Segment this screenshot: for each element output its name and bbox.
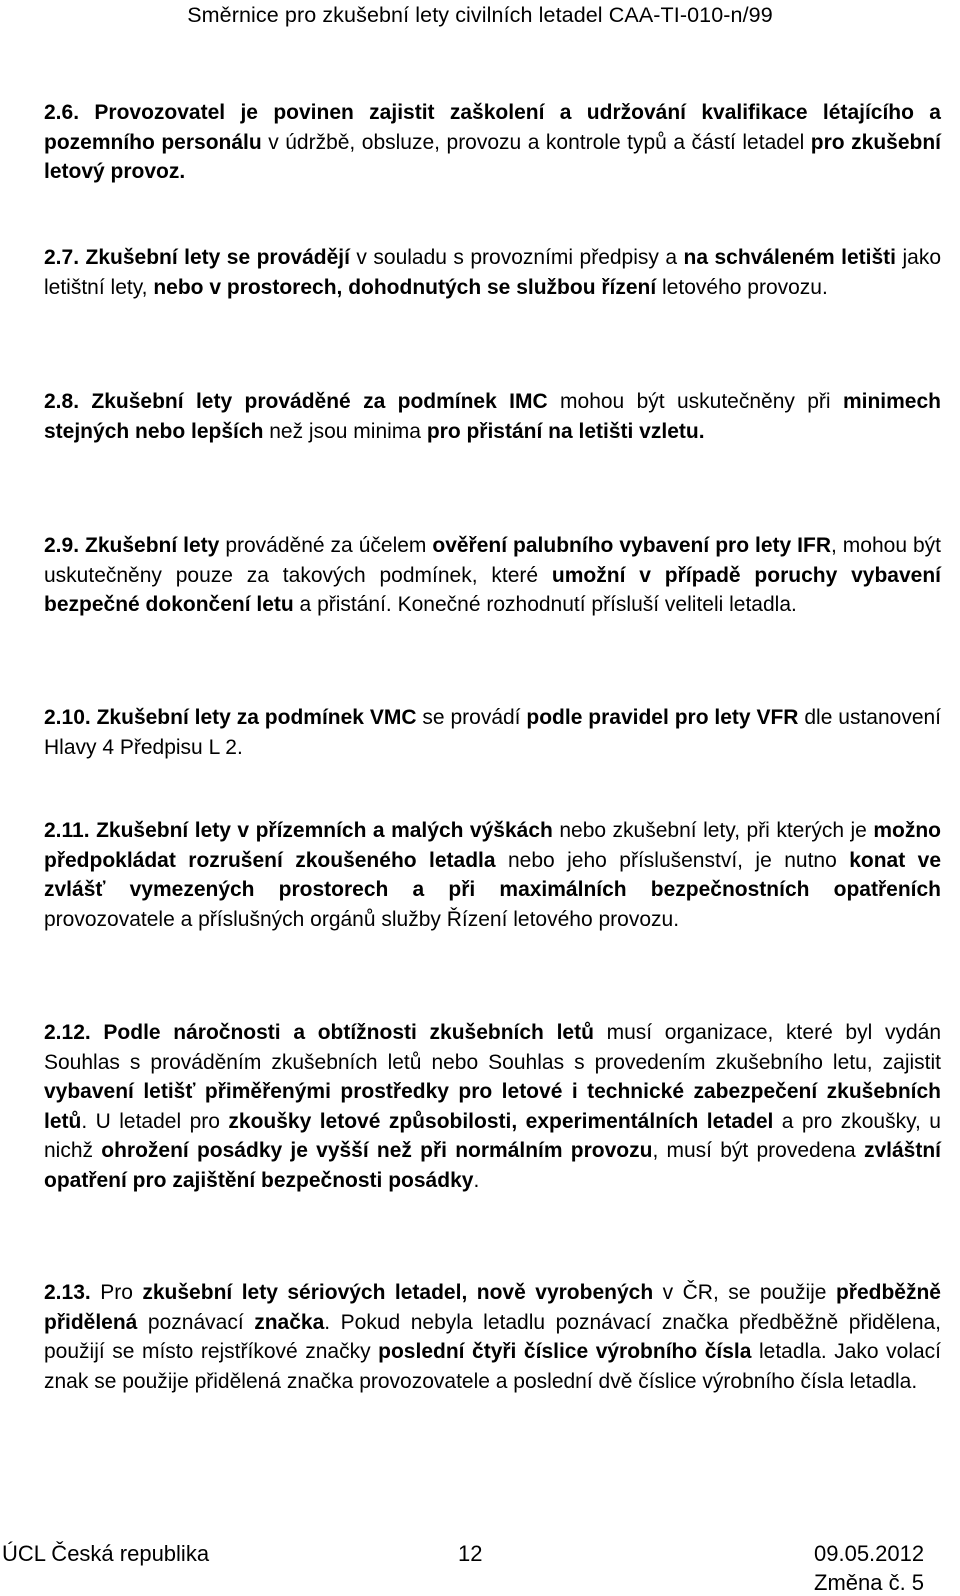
emphasized-text: Zkušební lety (85, 534, 220, 557)
emphasized-text: možno předpokládat rozrušení zkoušeného letadla (44, 819, 941, 872)
body-text: prováděné za účelem (219, 534, 433, 557)
body-text: . (473, 1168, 480, 1192)
emphasized-text: Provozovatel je povinen zajistit zaškolení a udržování kvalifikace létajícího a pozemního personálu (44, 101, 941, 154)
footer-authority: ÚCL Česká republika (2, 1541, 210, 1566)
footer-page-number: 12 (458, 1541, 483, 1566)
emphasized-text: zkoušky letové způsobilosti, experimentálních letadel (228, 1109, 774, 1133)
emphasized-text: pro přistání na letišti vzletu. (426, 419, 705, 443)
emphasized-text: zvláštní opatření pro zajištění bezpečnosti posádky (44, 1139, 941, 1192)
section-number: 2.9. (44, 534, 80, 557)
emphasized-text: podle pravidel pro lety VFR (526, 706, 799, 729)
body-text: a přistání. Konečné rozhodnutí přísluší veliteli letadla. (293, 593, 797, 616)
emphasized-text: nebo v prostorech, dohodnutých se službou řízení (153, 275, 657, 299)
footer-change: Změna č. 5 (814, 1570, 925, 1595)
body-text: dle ustanovení Hlavy 4 Předpisu L 2. (44, 706, 942, 759)
body-text: , mohou být uskutečněny pouze za takových podmínek, které (44, 534, 941, 587)
emphasized-text: Zkušební lety v přízemních a malých výškách (96, 819, 553, 842)
section-number: 2.12. (44, 1021, 91, 1044)
body-text: jako letištní lety, (44, 246, 941, 299)
body-text: poznávací (137, 1310, 255, 1334)
section-2-11 (44, 816, 941, 934)
emphasized-text: Podle náročnosti a obtížnosti zkušebních letů (103, 1021, 594, 1044)
section-2-13 (44, 1278, 941, 1396)
footer-date: 09.05.2012 (814, 1541, 925, 1566)
body-text: mohou být uskutečněny při (547, 390, 843, 413)
section-number: 2.6. (44, 101, 80, 124)
emphasized-text: značka (254, 1310, 325, 1334)
body-text: . U letadel pro (81, 1109, 229, 1133)
emphasized-text: minimech stejných nebo lepších (44, 390, 941, 443)
emphasized-text: konat ve zvlášť vymezených prostorech a při maximálních bezpečnostních opatřeních (44, 848, 942, 901)
body-text: provozovatele a příslušných orgánů služby Řízení letového provozu. (44, 907, 680, 931)
emphasized-text: Zkušební lety se provádějí (85, 246, 350, 269)
body-text: se provádí (416, 706, 527, 729)
emphasized-text: vybavení letišť přiměřenými prostředky pro letové i technické zabezpečení zkušebních letů (44, 1080, 941, 1133)
body-text: . Pokud nebyla letadlu poznávací značka předběžně přidělena, použijí se místo rejstříkové značky (44, 1310, 942, 1363)
section-2-7 (44, 243, 941, 302)
section-2-9 (44, 531, 941, 620)
body-text: Pro (100, 1281, 143, 1304)
emphasized-text: zkušební lety sériových letadel, nově vyrobených (142, 1281, 654, 1304)
emphasized-text: Zkušební lety prováděné za podmínek IMC (91, 390, 548, 413)
body-text: v údržbě, obsluze, provozu a kontrole typů a částí letadel (261, 130, 811, 154)
body-text: , musí být provedena (652, 1139, 864, 1162)
emphasized-text: poslední čtyři číslice výrobního čísla (378, 1340, 752, 1363)
section-2-10 (44, 703, 941, 762)
body-text: musí organizace, které byl vydán Souhlas s prováděním zkušebních letů nebo Souhlas s provedením zkušebního letu, zajistit (44, 1021, 942, 1074)
section-number: 2.8. (44, 390, 80, 413)
section-number: 2.13. (44, 1281, 91, 1304)
section-2-12 (44, 1018, 941, 1195)
emphasized-text: Zkušební lety za podmínek VMC (96, 706, 417, 729)
body-text: než jsou minima (263, 419, 427, 443)
body-text: letadla. Jako volací znak se použije přidělená značka provozovatele a poslední dvě číslice výrobního čísla letadla. (44, 1340, 942, 1393)
emphasized-text: umožní v případě poruchy vybavení bezpečné dokončení letu (44, 563, 941, 616)
section-number: 2.11. (44, 819, 90, 842)
body-text: letového provozu. (656, 275, 828, 299)
section-2-8 (44, 387, 941, 446)
emphasized-text: pro zkušební letový provoz. (44, 130, 941, 183)
section-2-6 (44, 98, 941, 187)
body-text: nebo zkušební lety, při kterých je (552, 819, 874, 842)
body-text: v ČR, se použije (653, 1281, 836, 1304)
emphasized-text: ověření palubního vybavení pro lety IFR (432, 534, 831, 557)
section-number: 2.10. (44, 706, 91, 729)
emphasized-text: ohrožení posádky je vyšší než při normálním provozu (101, 1139, 653, 1162)
body-text: nebo jeho příslušenství, je nutno (495, 848, 850, 872)
section-number: 2.7. (44, 246, 80, 269)
emphasized-text: předběžně přidělená (44, 1281, 941, 1334)
document-header: Směrnice pro zkušební lety civilních letadel CAA-TI-010-n/99 (187, 3, 773, 27)
body-text: a pro zkoušky, u nichž (44, 1109, 941, 1162)
emphasized-text: na schváleném letišti (683, 246, 897, 269)
body-text: v souladu s provozními předpisy a (349, 246, 684, 269)
